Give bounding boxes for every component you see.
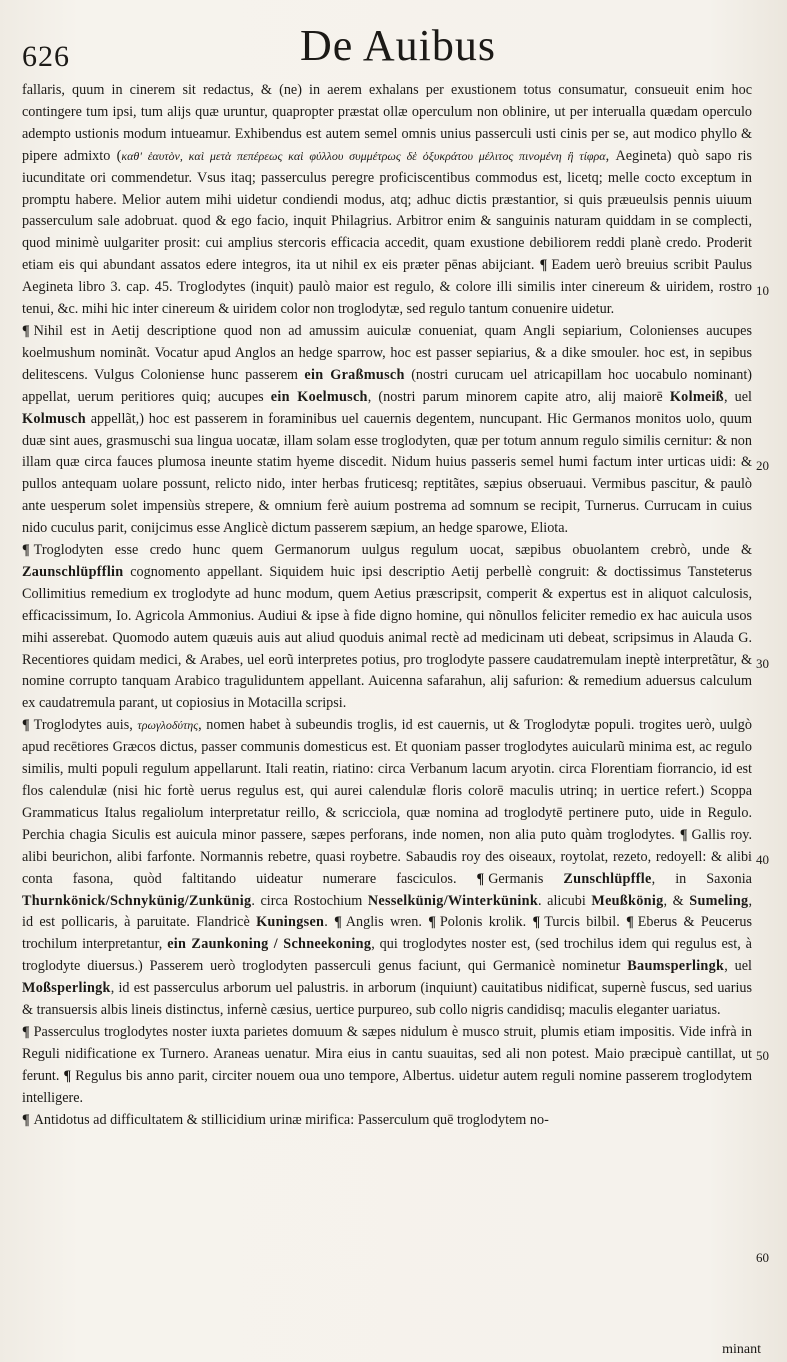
text-run: Nihil est in Aetij descriptione quod non ad amussim auiculæ conueniat, quam Angli sepiarium, Colonienses aucupes koelmushum nominãt. Vocatur apud Anglos an hedge sparrow, hoc est passer sepiarius, & a dike smouler. hoc est, in sepibus delitescens. Vulgus Coloniense hunc passerem bbox=[22, 322, 752, 383]
pilcrow-mark: ¶ bbox=[539, 257, 548, 274]
vernacular-name: Moßsperlingk bbox=[22, 980, 111, 997]
vernacular-name: Kolmusch bbox=[22, 410, 86, 427]
pilcrow-mark: ¶ bbox=[476, 870, 485, 887]
text-run: Troglodyten esse credo hunc quem Germanorum uulgus regulum uocat, sæpibus obuolantem crebrò, unde & bbox=[33, 542, 752, 559]
line-number: 10 bbox=[756, 283, 769, 298]
vernacular-name: Zaunschlüpfflin bbox=[22, 563, 124, 580]
text-run: . circa Rostochium bbox=[251, 892, 368, 909]
text-run: , id est pollicaris, à paruitate. Flandricè bbox=[22, 892, 752, 931]
text-run: , Aegineta) quò sapo ris iucunditate ori commendetur. Vsus itaq; passerculus peregre proficiscentibus commodus est, licetq; melle cocto exceptum in promptu habere. Melior autem mihi uidetur condiendi modus, atq; adhuc dictis præstantior, si quis præueulsis pennis uiuum passerculum sale adobruat. quod & ego facio, inquit Philagrius. Arbitror enim & sanguinis naturam quiddam in se complecti, quod minimè uulgariter prosit: cui amplius stercoris efficacia accedit, quam exustione debiliorem reddi planè credo. Proderit etiam eis qui abundant assatos edere integros, ita ut nihil ex eis præter pēnas abijciant. bbox=[22, 147, 752, 274]
text-run: Turcis bilbil. bbox=[544, 914, 627, 931]
vernacular-name: Kuningsen bbox=[256, 914, 325, 931]
pilcrow-mark: ¶ bbox=[63, 1067, 72, 1084]
vernacular-name: Baumsperlingk bbox=[627, 958, 725, 975]
pilcrow-mark: ¶ bbox=[22, 1023, 30, 1040]
paragraph bbox=[22, 1022, 752, 1110]
pilcrow-mark: ¶ bbox=[428, 914, 436, 931]
vernacular-name: ein Koelmusch bbox=[270, 388, 368, 405]
text-run: , & bbox=[663, 892, 690, 909]
line-number: 20 bbox=[756, 458, 769, 473]
pilcrow-mark: ¶ bbox=[22, 322, 30, 339]
paragraph bbox=[22, 1110, 752, 1132]
greek-text: καθ' ἑαυτὸν, καὶ μετὰ πεπέρεως καὶ φύλλου συμμέτρως δὲ ὀξυκράτου μέλιτος πινομένη ἢ τίφρα bbox=[121, 148, 606, 163]
text-run: Eadem uerò breuius scribit Paulus Aegineta libro 3. cap. 45. Troglodytes (inquit) paulò maior est regulo, & colore illi similis inter cinereum & uiridem, rostro tenui, &c. mihi hic inter cinereum & uiridem color non troglodytæ, sed regulo tantum conuenire uidetur. bbox=[22, 257, 752, 318]
body-text bbox=[22, 80, 752, 1132]
text-run: , in Saxonia bbox=[651, 870, 752, 887]
text-run: cognomento appellant. Siquidem huic ipsi descriptio Aetij perbellè congruit: & doctissimus Tansteterus Collimitius remedium ex troglodyte ad hunc modum, quem Aetius præscripsit, comperit & expertus est in aliquot calculosis, efficacissimum, Io. Agricola Ammonius. Audiui & ipse à fide digno homine, qui nõnullos feliciter remedio ex hac auicula usos mihi asserebat. Quomodo autem quæuis auis aut aliud quoduis animal rectè ad medicinam uti debeat, scripsimus in Alauda G. Recentiores quidam medici, & Arabes, uel eorũ interpretes potius, pro troglodyte passere caudatremulam ineptè interpretãtur, & nomine corrupto tanquam Arabico traguliduntem appellant. Auicenna safarahun, alij safurion: & remedium aduersus calculum ex caudatremula parant, ut copiosius in Motacilla scripsi. bbox=[22, 563, 752, 712]
text-run: appellãt,) hoc est passerem in foraminibus uel cauernis degentem, nuncupant. Hic Germanos monitos uolo, quum duæ sint aues, grasmuschi sua lingua uocatæ, illam solam esse troglodyten, quæ per totum annum regulo similis cernitur: & non illam quæ circa fauces plumosa ineunte statim hyeme discedit. Nidum huius passeris semel humi factum inter urticas uidi: & pullos antequam uolare possunt, relicto nido, inter herbas fruticesq; reptitãtes, sæpius obseruaui. Vermibus pascitur, & paulò ante uesperum solet impensiùs strepere, & omnium ferè auium postrema ad somnum se recipit, Turnerus. Currucam in cuius nido cuculus parit, conijcimus esse Anglicè dictum passerem sæpium, an hedge sparowe, Eliota. bbox=[22, 410, 752, 537]
pilcrow-mark: ¶ bbox=[22, 1111, 30, 1128]
text-run: Germanis bbox=[488, 870, 564, 887]
text-run: , uel bbox=[724, 958, 752, 975]
page-header bbox=[20, 14, 765, 84]
text-run: (nostri curucam uel atricapillam hoc uocabulo nominant) appellat, uerum peritiores quiq; aucupes bbox=[22, 366, 752, 405]
running-title: De Auibus bbox=[300, 21, 496, 70]
text-run: , nomen habet à subeundis troglis, id est cauernis, ut & Troglodytæ populi. trogites uerò, uulgò apud recētiores Græcos dictus, passer communis domesticus est. Et quoniam passer troglodytes auicularũ minima est, ac regulo similis, multi populi regulum appellarunt. Itali reatin, riatino: circa Verbanum lacum aryotin. circa Florentiam fiorrancio, id est flos calendulæ (nisi hic fortè uerus regulus est, qui aurei calendulæ floris colorē maculis utrinq; in uertice refert.) Scoppa Grammaticus Italus regaliolum interpretatur reillo, & scricciola, quæ nomina ad troglodytē pertinere puto, uide in Regulo. Perchia chagia Siculis est auicula minor passere, sæpes perforans, inde nomen, non alia puto quàm troglodytes. bbox=[22, 717, 752, 843]
paragraph bbox=[22, 321, 752, 540]
text-run: Antidotus ad difficultatem & stillicidium urinæ mirifica: Passerculum quē troglodytem no- bbox=[33, 1111, 549, 1128]
pilcrow-mark: ¶ bbox=[22, 717, 30, 734]
text-run: , uel bbox=[723, 388, 752, 405]
text-run: Anglis wren. bbox=[345, 914, 429, 931]
greek-text: τρωγλοδύτης bbox=[137, 718, 199, 733]
pilcrow-mark: ¶ bbox=[22, 542, 30, 559]
text-run: Polonis krolik. bbox=[439, 914, 533, 931]
vernacular-name: ein Zaunkoning / Schneekoning bbox=[167, 936, 372, 953]
vernacular-name: Sumeling bbox=[689, 892, 749, 909]
pilcrow-mark: ¶ bbox=[334, 914, 342, 931]
paragraph bbox=[22, 715, 752, 1022]
vernacular-name: ein Graßmusch bbox=[304, 366, 405, 383]
text-run: Eberus & Peucerus trochilum interpretantur, bbox=[22, 914, 753, 953]
text-run: Regulus bis anno parit, circiter nouem oua uno tempore, Albertus. uidetur autem reguli nomine passerem troglodytem intelligere. bbox=[22, 1067, 752, 1106]
vernacular-name: Meußkönig bbox=[591, 892, 664, 909]
text-run: , qui troglodytes noster est, (sed trochilus idem qui regulus est, à troglodyte diuersus.) Passerem uerò troglodyten passerculi genus faciunt, qui Germanicè nominetur bbox=[22, 936, 752, 975]
pilcrow-mark: ¶ bbox=[532, 914, 541, 931]
catchword: minant bbox=[722, 1342, 761, 1357]
vernacular-name: Zunschlüpffle bbox=[563, 870, 652, 887]
text-run: . alicubi bbox=[538, 892, 592, 909]
page-number: 626 bbox=[22, 40, 70, 73]
pilcrow-mark: ¶ bbox=[626, 914, 634, 931]
pilcrow-mark: ¶ bbox=[679, 826, 688, 843]
vernacular-name: Thurnkönick/Schnykünig/Zunkünig bbox=[22, 892, 252, 909]
line-number: 50 bbox=[756, 1048, 769, 1063]
text-run: Troglodytes auis, bbox=[33, 717, 138, 734]
text-run: Passerculus troglodytes noster iuxta parietes domuum & sæpes nidulum è musco struit, plumis etiam impositis. Vide infrà in Reguli nidificatione ex Turnero. Araneas uenatur. Mira eius in cantu suauitas, sed ali non potest. Maio præcipuè cantillat, ut ferunt. bbox=[22, 1023, 752, 1084]
vernacular-name: Nesselkünig/Winterkünink bbox=[367, 892, 539, 909]
paragraph bbox=[22, 80, 752, 321]
line-number: 40 bbox=[756, 852, 769, 867]
text-run: . bbox=[324, 914, 335, 931]
text-run: , (nostri parum minorem capite atro, alij maiorē bbox=[367, 388, 670, 405]
paragraph bbox=[22, 540, 752, 715]
line-number: 60 bbox=[756, 1250, 769, 1265]
text-run: , id est passerculus arborum uel palustris. in arborum (inquiunt) cauitatibus nidificat, supernè fuscus, sed uarius & transuersis albis lineis distinctus, infernè cæsius, uertice purpureo, sub collo nigris candidisq; maculis eleganter uariatus. bbox=[22, 980, 752, 1019]
text-run: fallaris, quum in cinerem sit redactus, & (ne) in aerem exhalans per exustionem totus consumatur, consueuit enim hoc contingere tum ipsi, tum alijs quæ uruntur, quapropter præstat ollæ operculum non oblinire, ut per interualla quædam operculo adempto ustionis modum intueamur. Exhibendus est autem semel omnis unius passerculi usti cinis per se, aut modico phyllo & pipere admixto ( bbox=[22, 82, 752, 164]
vernacular-name: Kolmeiß bbox=[669, 388, 724, 405]
text-run: Gallis roy. alibi beurichon, alibi farfonte. Normannis rebetre, quasi roybetre. Sabaudis roy des oiseaux, roytolat, rezeto, redoyell: & alibi conta fasona, quòd faltitando uideatur numerare fasciculos. bbox=[22, 826, 752, 887]
line-number: 30 bbox=[756, 656, 769, 671]
